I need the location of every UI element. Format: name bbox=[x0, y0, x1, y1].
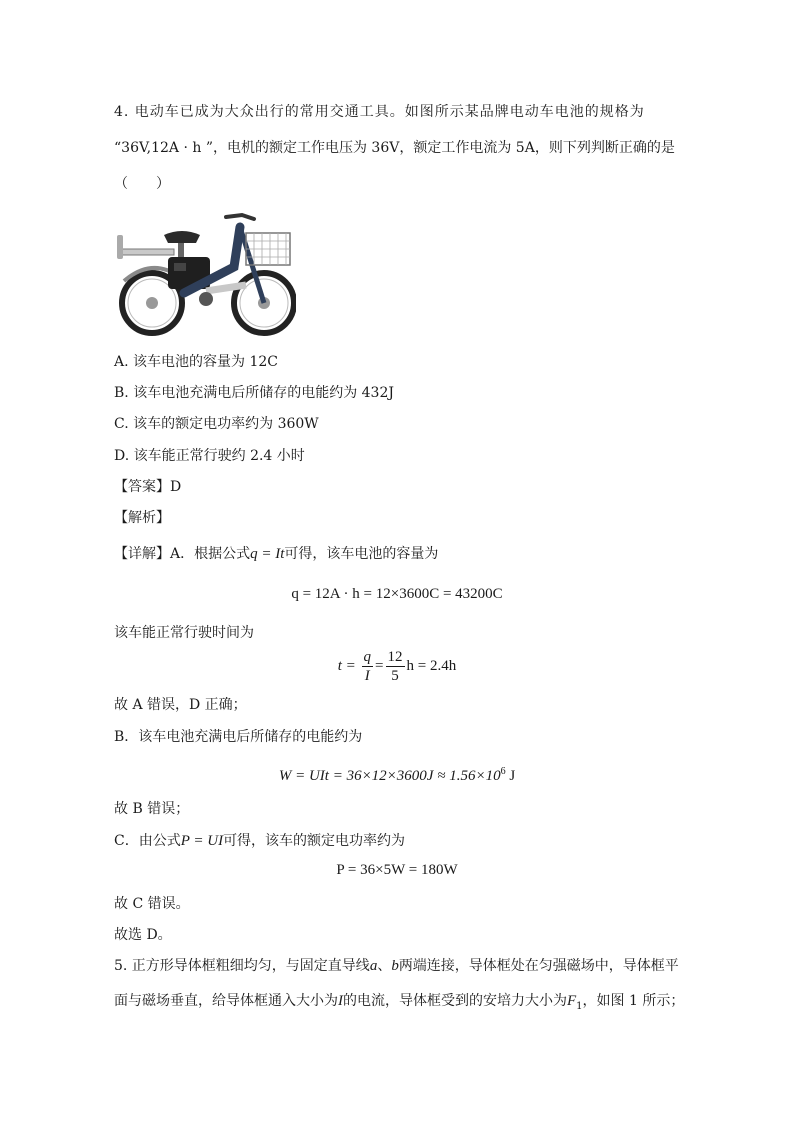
q4-option-c: C. 该车的额定电功率约为 360W bbox=[114, 416, 319, 432]
fraction-12-over-5 bbox=[386, 648, 405, 685]
q5-var-f: F bbox=[567, 993, 577, 1009]
q5-var-a: a bbox=[369, 958, 378, 974]
conclusion-c: 故 C 错误。 bbox=[114, 896, 190, 912]
detail-c-line bbox=[114, 831, 405, 851]
q5-line2-post: ，如图 1 所示； bbox=[582, 993, 685, 1009]
q5-stem-line-2 bbox=[114, 991, 684, 1017]
detail-c-formula: P = UI bbox=[180, 833, 224, 849]
time-intro-line: 该车能正常行驶时间为 bbox=[114, 625, 254, 641]
detail-c-post: 可得，该车的额定电功率约为 bbox=[223, 833, 406, 849]
q5-var-f-subscript: 1 bbox=[576, 1000, 583, 1012]
q4-option-a: A. 该车电池的容量为 12C bbox=[114, 354, 278, 370]
q5-line2-pre: 面与磁场垂直，给导体框通入大小为 bbox=[114, 993, 338, 1009]
q5-sep: 、 bbox=[377, 958, 392, 974]
eq-time-lhs: t = bbox=[337, 657, 356, 674]
detail-b-line: B．该车电池充满电后所储存的电能约为 bbox=[114, 729, 363, 745]
q4-stem-line-3: （ ） bbox=[114, 176, 170, 192]
eq-time-equals: = bbox=[375, 657, 384, 674]
answer-label: 【答案】D bbox=[114, 479, 182, 495]
detail-c-pre: C．由公式 bbox=[114, 833, 181, 849]
eq-energy-exponent: 6 bbox=[500, 766, 506, 777]
conclusion-a-d: 故 A 错误，D 正确； bbox=[114, 697, 247, 713]
q5-var-i: I bbox=[338, 993, 343, 1009]
equation-time bbox=[0, 648, 794, 685]
q5-stem-line-1 bbox=[114, 956, 679, 976]
detail-a-formula: q = It bbox=[250, 546, 285, 562]
equation-energy bbox=[0, 762, 794, 786]
q5-line2-mid: 的电流，导体框受到的安培力大小为 bbox=[343, 993, 567, 1009]
fraction-q-over-i bbox=[362, 648, 374, 685]
eq-energy-main: W = UIt = 36×12×3600J ≈ 1.56×10 bbox=[278, 768, 501, 784]
final-answer: 故选 D。 bbox=[114, 927, 172, 943]
detail-a-line bbox=[114, 544, 438, 564]
q4-option-d: D. 该车能正常行驶约 2.4 小时 bbox=[114, 448, 305, 464]
detail-a-pre: 【详解】A．根据公式 bbox=[114, 546, 251, 562]
q4-option-b: B. 该车电池充满电后所储存的电能约为 432J bbox=[114, 385, 394, 401]
electric-bike-image bbox=[114, 205, 296, 343]
eq-time-rhs: h = 2.4h bbox=[406, 657, 457, 674]
q5-line1-pre: 5. 正方形导体框粗细均匀，与固定直导线 bbox=[114, 958, 370, 974]
q4-stem-line-2: “36V,12A · h ”，电机的额定工作电压为 36V，额定工作电流为 5A，则下列判断正确的是 bbox=[114, 140, 675, 156]
fraction-2-numerator: 12 bbox=[387, 649, 403, 665]
analysis-label: 【解析】 bbox=[114, 510, 170, 526]
fraction-2-denominator: 5 bbox=[391, 668, 399, 684]
fraction-1-numerator: q bbox=[363, 649, 372, 665]
q5-var-b: b bbox=[391, 958, 399, 974]
conclusion-b: 故 B 错误； bbox=[114, 801, 190, 817]
eq-energy-unit: J bbox=[505, 768, 516, 784]
equation-power: P = 36×5W = 180W bbox=[336, 862, 458, 878]
q4-stem-line-1: 4. 电动车已成为大众出行的常用交通工具。如图所示某品牌电动车电池的规格为 bbox=[114, 104, 645, 120]
equation-capacity: q = 12A · h = 12×3600C = 43200C bbox=[291, 586, 503, 602]
fraction-1-denominator: I bbox=[364, 668, 370, 684]
q5-line1-post: 两端连接，导体框处在匀强磁场中，导体框平 bbox=[398, 958, 679, 974]
detail-a-post: 可得，该车电池的容量为 bbox=[284, 546, 439, 562]
